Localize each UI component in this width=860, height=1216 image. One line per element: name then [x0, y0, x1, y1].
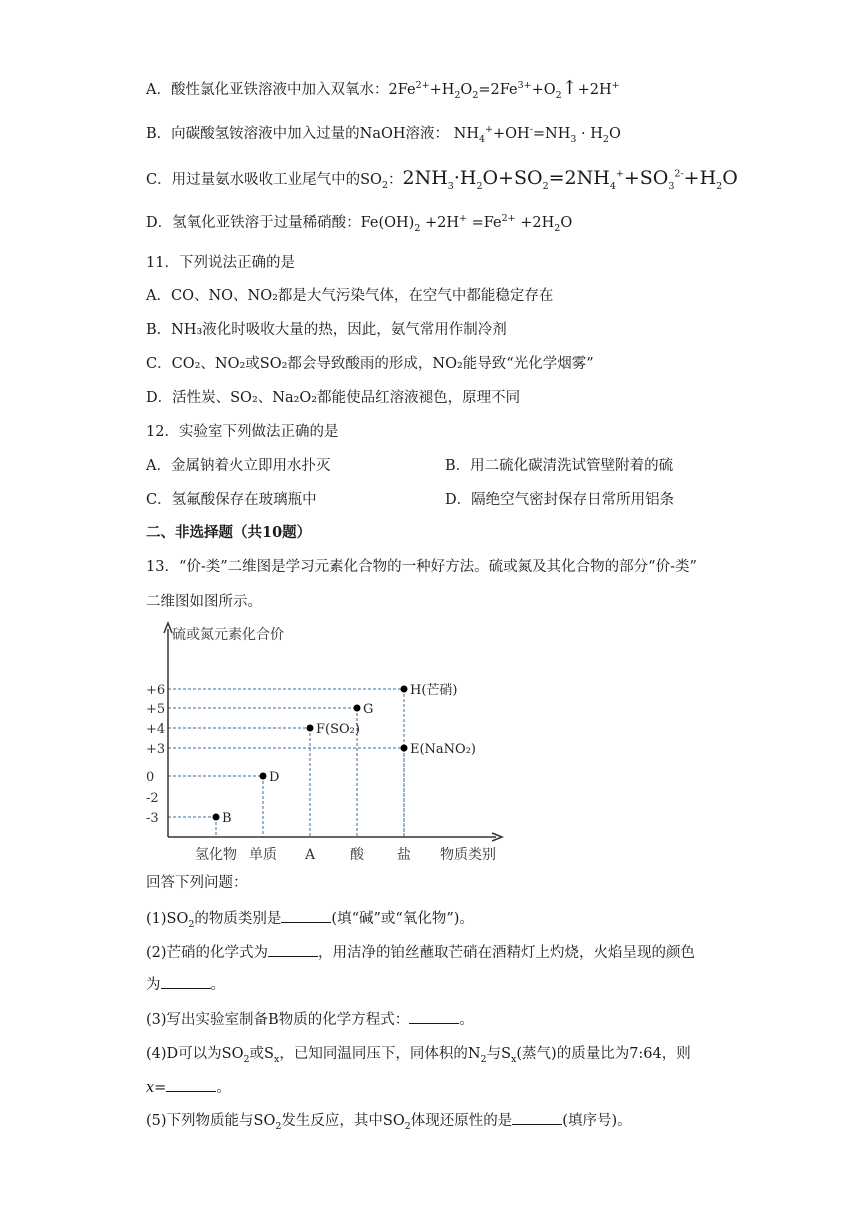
- q11-option-d: D．活性炭、SO₂、Na₂O₂都能使品红溶液褪色，原理不同: [146, 390, 521, 406]
- answer-prompt: 回答下列问题：: [146, 875, 248, 891]
- text: 。: [210, 977, 225, 993]
- q10-option-c: C．用过量氨水吸收工业尾气中的$SO_2$：$2NH_3\cdot H_2O+SO_2=2NH_4^++SO_3^{2-}+H_2O$: [146, 167, 738, 192]
- answer-blank[interactable]: [281, 910, 331, 923]
- q12-option-c: C．氢氟酸保存在玻璃瓶中: [146, 492, 317, 508]
- y-tick-label: +3: [146, 742, 166, 757]
- text: 。: [459, 1012, 474, 1028]
- text: ，用洁净的铂丝蘸取芒硝在酒精灯上灼烧，火焰呈现的颜色: [318, 945, 696, 961]
- sub-question-2: [146, 943, 695, 963]
- answer-blank[interactable]: [409, 1011, 459, 1024]
- q10-option-d: D．氢氧化亚铁溶于过量稀硝酸：$Fe(OH)_2 +2H^+ =Fe^{2+} +2H_2O$: [146, 213, 573, 234]
- option-label: A．: [146, 82, 171, 98]
- text: ，已知同温同压下，同体积的N: [279, 1046, 481, 1062]
- option-label: B．: [146, 126, 172, 142]
- text: (填序号)。: [562, 1113, 632, 1129]
- text: 为: [146, 977, 161, 993]
- text: x=: [146, 1080, 167, 1096]
- option-text: 向碳酸氢铵溶液中加入过量的NaOH溶液：: [171, 126, 450, 142]
- section-heading: 二、非选择题（共10题）: [146, 524, 312, 541]
- q11-option-c: C．CO₂、NO₂或SO₂都会导致酸雨的形成，NO₂能导致“光化学烟雾”: [146, 356, 594, 372]
- q10-option-a: A．酸性氯化亚铁溶液中加入双氧水：$2Fe^{2+}+H_2O_2=2Fe^{3+}+O_2↑+2H^+$: [146, 77, 620, 101]
- option-label: C．: [146, 172, 172, 188]
- q12-option-d: D．隔绝空气密封保存日常所用铝条: [445, 492, 675, 508]
- q13-stem-line1: 13．“价-类”二维图是学习元素化合物的一种好方法。硫或氮及其化合物的部分“价-类”: [146, 559, 697, 575]
- option-text: 氢氧化亚铁溶于过量稀硝酸：: [172, 215, 361, 231]
- y-tick-label: +4: [146, 722, 166, 737]
- text: 发生反应，其中SO: [281, 1113, 405, 1129]
- text: (2)芒硝的化学式为: [146, 945, 269, 961]
- answer-blank[interactable]: [166, 1079, 216, 1092]
- text: 或S: [249, 1046, 274, 1062]
- text: (填“碱”或“氧化物”)。: [331, 911, 474, 927]
- x-tick-label: 盐: [397, 847, 411, 863]
- option-label: D．: [146, 215, 173, 231]
- data-points: [213, 682, 477, 826]
- x-tick-label: 单质: [249, 847, 277, 863]
- sub-question-4: (4)D可以为$SO_2$或$S_x$，已知同温同压下，同体积的$N_2$与$S_x$(蒸气)的质量比为7:64，则: [146, 1046, 691, 1065]
- y-axis-title: 硫或氮元素化合价: [172, 627, 284, 643]
- x-axis-title: 物质类别: [440, 847, 496, 863]
- text: (蒸气)的质量比为7:64，则: [516, 1046, 691, 1062]
- text: (4)D可以为SO: [146, 1046, 244, 1062]
- sub-question-2-cont: [146, 975, 225, 995]
- sub-question-4-cont: [146, 1078, 231, 1098]
- option-text: 用过量氨水吸收工业尾气中的SO: [171, 172, 382, 188]
- data-point: [401, 745, 408, 752]
- text: (5)下列物质能与SO: [146, 1113, 276, 1129]
- data-point: [307, 725, 314, 732]
- data-label: B: [222, 811, 232, 826]
- answer-blank[interactable]: [512, 1112, 562, 1125]
- q12-option-a: A．金属钠着火立即用水扑灭: [146, 458, 331, 474]
- q11-option-b: B．NH₃液化时吸收大量的热，因此，氨气常用作制冷剂: [146, 322, 507, 338]
- text: 的物质类别是: [194, 911, 282, 927]
- y-tick-label: -2: [146, 791, 159, 806]
- text: 体现还原性的是: [410, 1113, 513, 1129]
- q12-option-b: B．用二硫化碳清洗试管壁附着的硫: [445, 458, 674, 474]
- answer-blank[interactable]: [161, 976, 211, 989]
- sub-question-1: $(1)SO_2$的物质类别是 (填“碱”或“氧化物”)。: [146, 911, 474, 930]
- q10-option-b: B．向碳酸氢铵溶液中加入过量的NaOH溶液： $NH_4^++OH^-=NH_3 \cdot H_2O$: [146, 124, 621, 145]
- x-tick-label: A: [304, 847, 316, 863]
- option-text: 酸性氯化亚铁溶液中加入双氧水：: [170, 82, 389, 98]
- q12-stem: 12．实验室下列做法正确的是: [146, 424, 339, 440]
- data-point: [213, 814, 220, 821]
- answer-blank[interactable]: [268, 944, 318, 957]
- y-tick-label: 0: [146, 770, 155, 785]
- data-label: H(芒硝): [410, 683, 458, 698]
- sub-question-5: (5)下列物质能与$SO_2$发生反应，其中$SO_2$体现还原性的是 (填序号)。: [146, 1113, 632, 1132]
- data-point: [354, 705, 361, 712]
- data-point: [401, 686, 408, 693]
- q11-option-a: A．CO、NO、NO₂都是大气污染气体，在空气中都能稳定存在: [146, 288, 554, 304]
- data-label: G: [363, 702, 374, 717]
- data-label: F(SO₂): [316, 722, 360, 737]
- y-tick-label: +6: [146, 683, 166, 698]
- text: 。: [216, 1080, 231, 1096]
- data-label: D: [269, 770, 280, 785]
- x-tick-label: 酸: [350, 847, 364, 863]
- q13-stem-line2: 二维图如图所示。: [146, 594, 262, 610]
- y-tick-label: -3: [146, 811, 159, 826]
- x-tick-label: 氢化物: [195, 847, 237, 863]
- text: (3)写出实验室制备B物质的化学方程式：: [146, 1012, 410, 1028]
- sub-question-3: [146, 1010, 474, 1030]
- valence-class-chart: [140, 615, 520, 865]
- q11-stem: 11．下列说法正确的是: [146, 255, 295, 271]
- y-tick-label: +5: [146, 702, 166, 717]
- data-point: [260, 773, 267, 780]
- text: (1)SO: [146, 911, 189, 927]
- text: 与S: [486, 1046, 512, 1062]
- data-label: E(NaNO₂): [410, 742, 477, 757]
